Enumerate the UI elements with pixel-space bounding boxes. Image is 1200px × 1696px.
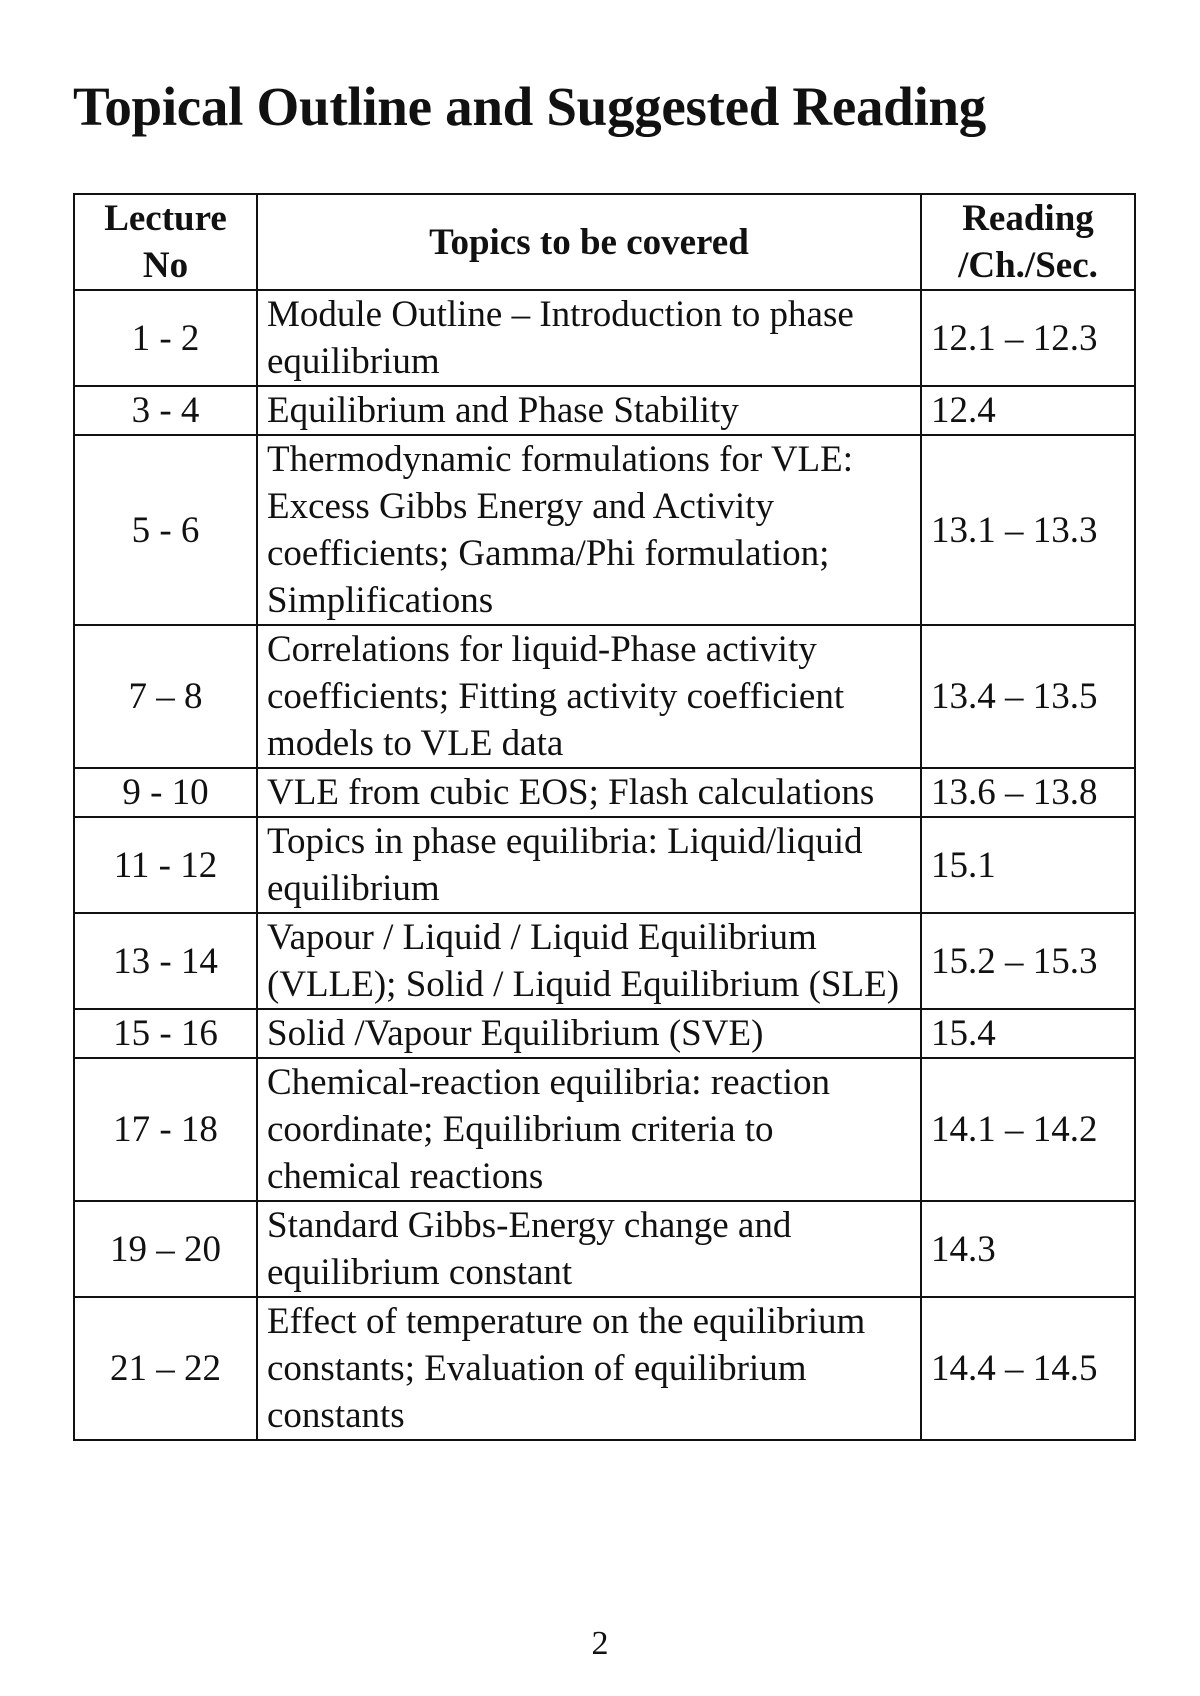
header-lecture-no — [74, 194, 257, 290]
table-row — [74, 290, 1135, 386]
outline-table — [73, 193, 1136, 1441]
reading-cell: 12.4 — [921, 386, 1135, 435]
lecture-cell: 15 - 16 — [74, 1009, 257, 1058]
header-reading-line2: /Ch./Sec. — [958, 245, 1098, 286]
header-reading — [921, 194, 1135, 290]
reading-cell: 14.3 — [921, 1201, 1135, 1297]
table-row — [74, 386, 1135, 435]
topic-cell: Vapour / Liquid / Liquid Equilibrium (VLLE); Solid / Liquid Equilibrium (SLE) — [257, 913, 921, 1009]
lecture-cell: 21 – 22 — [74, 1297, 257, 1440]
lecture-cell: 11 - 12 — [74, 817, 257, 913]
reading-cell: 13.4 – 13.5 — [921, 625, 1135, 768]
header-lecture-line1: Lecture — [104, 198, 227, 239]
lecture-cell: 1 - 2 — [74, 290, 257, 386]
topic-cell: Chemical-reaction equilibria: reaction coordinate; Equilibrium criteria to chemical reactions — [257, 1058, 921, 1201]
topic-cell: Topics in phase equilibria: Liquid/liquid equilibrium — [257, 817, 921, 913]
page-title: Topical Outline and Suggested Reading — [73, 76, 986, 137]
lecture-cell: 19 – 20 — [74, 1201, 257, 1297]
table-row — [74, 625, 1135, 768]
topic-cell: Module Outline – Introduction to phase equilibrium — [257, 290, 921, 386]
reading-cell: 14.4 – 14.5 — [921, 1297, 1135, 1440]
topic-cell: Equilibrium and Phase Stability — [257, 386, 921, 435]
lecture-cell: 5 - 6 — [74, 435, 257, 625]
header-lecture-line2: No — [142, 245, 189, 286]
header-reading-line1: Reading — [962, 198, 1094, 239]
reading-cell: 15.4 — [921, 1009, 1135, 1058]
table-row — [74, 435, 1135, 625]
topic-cell: VLE from cubic EOS; Flash calculations — [257, 768, 921, 817]
table-row — [74, 817, 1135, 913]
table-row — [74, 913, 1135, 1009]
header-topics: Topics to be covered — [257, 194, 921, 290]
reading-cell: 15.1 — [921, 817, 1135, 913]
topic-cell: Standard Gibbs-Energy change and equilibrium constant — [257, 1201, 921, 1297]
topic-cell: Solid /Vapour Equilibrium (SVE) — [257, 1009, 921, 1058]
topic-cell: Thermodynamic formulations for VLE: Excess Gibbs Energy and Activity coefficients; Gamma/Phi formulation; Simplifications — [257, 435, 921, 625]
table-row — [74, 768, 1135, 817]
table-header-row — [74, 194, 1135, 290]
table-row — [74, 1297, 1135, 1440]
table-row — [74, 1201, 1135, 1297]
reading-cell: 14.1 – 14.2 — [921, 1058, 1135, 1201]
lecture-cell: 13 - 14 — [74, 913, 257, 1009]
topic-cell: Effect of temperature on the equilibrium constants; Evaluation of equilibrium constants — [257, 1297, 921, 1440]
reading-cell: 13.1 – 13.3 — [921, 435, 1135, 625]
reading-cell: 15.2 – 15.3 — [921, 913, 1135, 1009]
lecture-cell: 7 – 8 — [74, 625, 257, 768]
lecture-cell: 3 - 4 — [74, 386, 257, 435]
lecture-cell: 17 - 18 — [74, 1058, 257, 1201]
page-number: 2 — [591, 1625, 609, 1662]
table-row — [74, 1058, 1135, 1201]
reading-cell: 12.1 – 12.3 — [921, 290, 1135, 386]
lecture-cell: 9 - 10 — [74, 768, 257, 817]
topic-cell: Correlations for liquid-Phase activity coefficients; Fitting activity coefficient models to VLE data — [257, 625, 921, 768]
reading-cell: 13.6 – 13.8 — [921, 768, 1135, 817]
table-row — [74, 1009, 1135, 1058]
